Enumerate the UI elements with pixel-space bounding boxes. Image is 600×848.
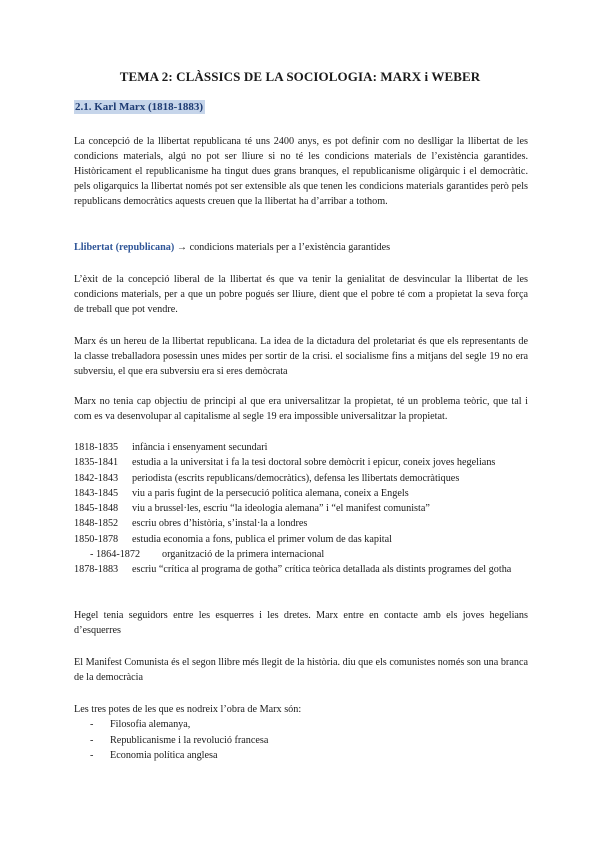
key-concept-term: Llibertat (republicana) xyxy=(74,242,175,253)
paragraph-manifest: El Manifest Comunista és el segon llibre més llegit de la història. diu que els comunistes només son una branca de la democràcia xyxy=(74,657,528,683)
timeline-event: infància i ensenyament secundari xyxy=(132,442,268,453)
paragraph-marx-property: Marx no tenia cap objectiu de principi al que era universalitzar la propietat, té un problema teòric, que tal i com es va desenvolupar al capitalisme al segle 19 era impossible universalitzar la propietat. xyxy=(74,396,528,422)
timeline-row xyxy=(74,455,534,470)
timeline-row xyxy=(74,440,534,455)
timeline-years: - 1864-1872 xyxy=(90,549,141,561)
timeline-event: periodista (escrits republicans/democràtics), defensa les llibertats democràtiques xyxy=(132,472,460,484)
pillars-list xyxy=(74,717,268,764)
timeline-years: 1842-1843 xyxy=(74,472,119,484)
timeline-row xyxy=(74,532,534,547)
key-concept-definition: → condicions materials per a l’existència garantides xyxy=(174,242,391,253)
timeline-row xyxy=(74,562,534,577)
timeline-event: viu a brussel·les, escriu “la ideologia alemana” i “el manifest comunista” xyxy=(132,503,430,515)
list-item: - Economia política anglesa xyxy=(74,748,268,764)
paragraph-hegel: Hegel tenia seguidors entre les esquerres i les dretes. Marx entre en contacte amb els joves hegelians d’esquerres xyxy=(74,610,528,636)
timeline-row xyxy=(74,471,534,486)
timeline-years: 1850-1878 xyxy=(74,533,119,545)
timeline-event: escriu obres d’història, s’instal·la a londres xyxy=(132,518,308,530)
paragraph-marx-heir: Marx és un hereu de la llibertat republicana. La idea de la dictadura del proletariat és que els representants de la classe treballadora posessin unes mides per sortir de la crisi. el socialisme fins a mitjans del segle 19 no era subversiu, el que era subversiu era si eres demòcrata xyxy=(74,336,528,377)
timeline-row-sub xyxy=(74,547,534,562)
list-item: - Filosofia alemanya, xyxy=(74,717,268,733)
timeline-event: viu a paris fugint de la persecució política alemana, coneix a Engels xyxy=(132,487,409,499)
timeline-row xyxy=(74,486,534,501)
timeline-event: estudia a la universitat i fa la tesi doctoral sobre demòcrit i epicur, coneix joves hegelians xyxy=(132,457,496,469)
timeline-years: 1843-1845 xyxy=(74,487,119,499)
timeline-years: 1848-1852 xyxy=(74,518,119,530)
biography-timeline xyxy=(74,440,534,578)
timeline-event: escriu “crítica al programa de gotha” crítica teòrica detallada als distints programes del gotha xyxy=(132,564,512,576)
timeline-years: 1878-1883 xyxy=(74,564,119,576)
timeline-years: 1835-1841 xyxy=(74,457,119,469)
timeline-years: 1845-1848 xyxy=(74,503,119,515)
timeline-row xyxy=(74,501,534,516)
paragraph-republican-liberty: La concepció de la llibertat republicana té uns 2400 anys, es pot definir com no deslligar la llibertat de les condicions materials, algú no pot ser lliure si no té les condicions materials de l’existència garantides. Històricament el republicanisme ha tingut dues grans branques, el republicanisme oligàrquic i el democràtic. pels oligarquics la llibertat només pot ser extensible als que tenen les condicions materials garantides però pels republicans democràtics aquests creuen que la llibertat ha d’arribar a tothom. xyxy=(74,136,528,207)
timeline-event: organització de la primera internacional xyxy=(162,549,325,561)
document-title: TEMA 2: CLÀSSICS DE LA SOCIOLOGIA: MARX i WEBER xyxy=(119,69,481,84)
section-heading: 2.1. Karl Marx (1818-1883) xyxy=(75,101,203,113)
timeline-event: estudia economia a fons, publica el primer volum de das kapital xyxy=(132,533,392,545)
list-item: - Republicanisme i la revolució francesa xyxy=(74,733,268,749)
key-concept-line xyxy=(74,240,390,255)
paragraph-liberal-liberty: L’èxit de la concepció liberal de la llibertat és que va tenir la genialitat de desvincular la llibertat de les condicions materials, per a que un pobre pogués ser lliure, dient que el pobre té com a propietat la seva força de treball que pot vendre. xyxy=(74,274,528,315)
paragraph-three-pillars: Les tres potes de les que es nodreix l’obra de Marx són: xyxy=(74,704,302,715)
timeline-years: 1818-1835 xyxy=(74,442,119,453)
timeline-row xyxy=(74,516,534,531)
